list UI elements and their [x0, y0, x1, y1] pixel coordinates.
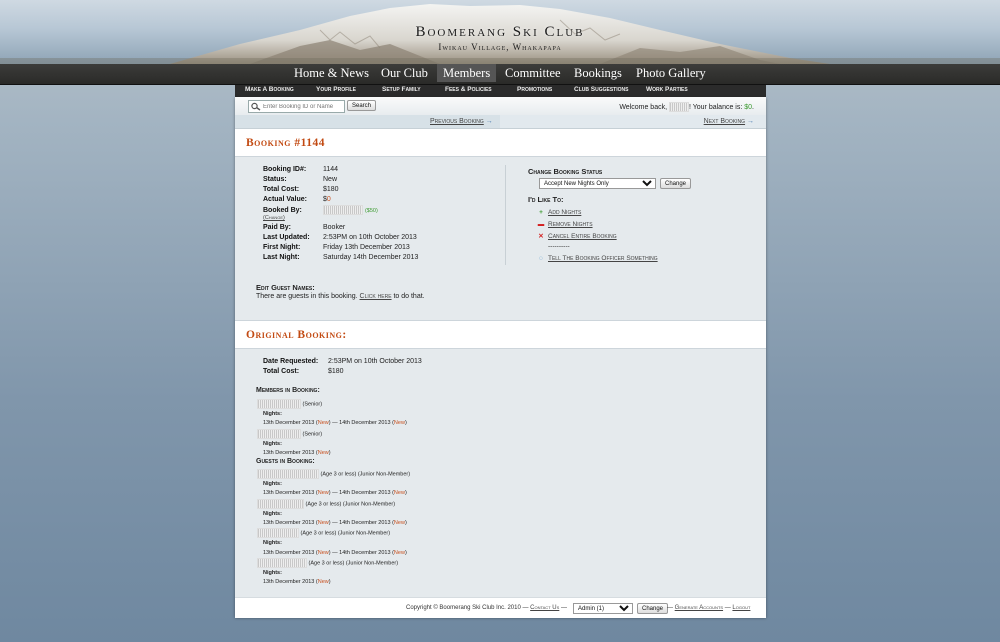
guest-row	[257, 528, 410, 539]
column-divider	[505, 165, 506, 265]
member-nights: 13th December 2013 (New) — 14th December 2013 (New)	[263, 420, 407, 427]
member-row	[257, 429, 407, 440]
subnav-setup-family[interactable]: Setup Family	[382, 86, 421, 93]
previous-booking-label: Previous Booking	[430, 118, 484, 125]
guest-row	[257, 558, 410, 569]
redacted-guest-name	[257, 469, 319, 479]
value-booking-id: 1144	[323, 166, 339, 173]
label-booking-id: Booking ID#:	[263, 166, 307, 173]
tell-officer-action[interactable]	[537, 255, 658, 262]
night-from-status: New	[317, 490, 329, 497]
generate-accounts-link[interactable]: Generate Accounts	[674, 605, 724, 611]
toolbar	[235, 97, 766, 115]
main-nav	[0, 64, 1000, 85]
actual-value-amount: 0	[326, 196, 331, 203]
label-total-cost: Total Cost:	[263, 186, 300, 193]
sub-nav	[235, 85, 766, 97]
redacted-username	[669, 102, 689, 112]
balance-end: .	[752, 103, 754, 111]
nights-label: Nights:	[263, 510, 282, 517]
subnav-club-suggestions[interactable]: Club Suggestions	[574, 86, 629, 93]
guest-type: (Age 3 or less) (Junior Non-Member)	[320, 471, 411, 478]
member-row	[257, 399, 407, 410]
arrow-right-icon: →	[485, 118, 493, 125]
nav-bookings[interactable]: Bookings	[574, 66, 622, 80]
footer-links	[667, 605, 750, 611]
subnav-promotions[interactable]: Promotions	[517, 86, 553, 93]
booking-header	[235, 129, 766, 157]
welcome-prefix: Welcome back,	[619, 103, 669, 111]
night-from-status: New	[317, 449, 329, 456]
value-last-night: Saturday 14th December 2013	[323, 254, 419, 261]
site-title: Boomerang Ski Club	[415, 24, 585, 40]
night-to-status: New	[393, 420, 405, 427]
guest-nights: 13th December 2013 (New)	[263, 579, 331, 586]
night-from: 13th December 2013	[263, 420, 315, 427]
arrow-right-icon: →	[747, 118, 754, 125]
nights-label: Nights:	[263, 410, 282, 417]
site-subtitle: Iwikau Village, Whakapapa	[438, 42, 562, 52]
actual-value-prefix: $	[323, 196, 327, 203]
actions-heading: I'd Like To:	[528, 195, 564, 204]
booking-pager	[235, 115, 766, 129]
action-separator: ----------	[548, 243, 570, 250]
guest-names-text	[256, 293, 425, 300]
value-status: New	[323, 176, 338, 183]
remove-nights-action[interactable]	[537, 221, 593, 228]
nav-home-news[interactable]: Home & News	[294, 66, 369, 80]
guest-text-after: to do that.	[391, 293, 425, 300]
night-from: 13th December 2013	[263, 519, 315, 526]
guest-row	[257, 469, 410, 480]
member-nights: 13th December 2013 (New)	[263, 449, 331, 456]
logout-link[interactable]: Logout	[732, 605, 751, 611]
edit-guest-names-heading: Edit Guest Names:	[256, 283, 315, 292]
guest-nights: 13th December 2013 (New) — 14th December 2013 (New)	[263, 549, 407, 556]
nights-label: Nights:	[263, 540, 282, 547]
footer-dash: —	[667, 605, 675, 611]
label-status: Status:	[263, 176, 287, 183]
redacted-guest-name	[257, 558, 307, 568]
value-original-total-cost: $180	[328, 368, 344, 375]
nav-committee[interactable]: Committee	[505, 66, 561, 80]
nights-label: Nights:	[263, 480, 282, 487]
night-separator: —	[330, 420, 340, 427]
guests-list	[257, 469, 410, 588]
search-button[interactable]: Search	[347, 100, 376, 111]
night-from: 13th December 2013	[263, 579, 315, 586]
member-type: (Senior)	[302, 431, 323, 438]
guest-type: (Age 3 or less) (Junior Non-Member)	[308, 560, 399, 567]
guest-click-here-link[interactable]: Click here	[359, 293, 392, 300]
balance-value: $0	[744, 103, 753, 111]
guest-row	[257, 499, 410, 510]
nights-label: Nights:	[263, 569, 282, 576]
subnav-make-booking[interactable]: Make A Booking	[245, 86, 294, 93]
label-date-requested: Date Requested:	[263, 358, 319, 365]
minus-icon: ▬	[537, 221, 545, 228]
label-first-night: First Night:	[263, 244, 301, 251]
speech-bubble-icon: ◌	[539, 255, 543, 262]
booking-status-select[interactable]	[539, 178, 656, 189]
value-date-requested: 2:53PM on 10th October 2013	[328, 358, 422, 365]
cross-icon: ✕	[538, 233, 544, 240]
nav-our-club[interactable]: Our Club	[381, 66, 428, 80]
next-booking-label: Next Booking	[703, 118, 746, 125]
redacted-guest-name	[257, 528, 299, 538]
night-from: 13th December 2013	[263, 490, 315, 497]
contact-us-link[interactable]: Contact Us	[530, 605, 560, 611]
night-from: 13th December 2013	[263, 449, 315, 456]
night-from-status: New	[317, 579, 329, 586]
night-separator: —	[330, 490, 340, 497]
night-to-status: New	[393, 549, 405, 556]
members-heading: Members in Booking:	[256, 387, 320, 394]
header-banner	[0, 0, 1000, 64]
value-last-updated: 2:53PM on 10th October 2013	[323, 234, 417, 241]
original-details	[263, 357, 422, 377]
night-from-status: New	[317, 519, 329, 526]
content-panel	[235, 97, 766, 617]
label-last-night: Last Night:	[263, 254, 300, 261]
change-status-heading: Change Booking Status	[528, 167, 603, 176]
subnav-your-profile[interactable]: Your Profile	[316, 86, 356, 93]
footer-dash: —	[723, 605, 733, 611]
search-input[interactable]	[263, 101, 341, 112]
change-booker-link[interactable]: (Change)	[263, 215, 285, 221]
add-nights-link[interactable]: Add Nights	[548, 209, 582, 216]
subnav-fees-policies[interactable]: Fees & Policies	[445, 86, 492, 93]
night-to: 14th December 2013	[339, 519, 391, 526]
value-first-night: Friday 13th December 2013	[323, 244, 410, 251]
welcome-suffix: ! Your balance is:	[688, 103, 745, 111]
redacted-booker-name	[323, 205, 363, 215]
members-list	[257, 399, 407, 458]
redacted-member-name	[257, 399, 301, 409]
guest-nights: 13th December 2013 (New) — 14th December 2013 (New)	[263, 490, 407, 497]
search-box	[248, 100, 345, 113]
redacted-guest-name	[257, 499, 304, 509]
footer-dash: —	[559, 605, 567, 611]
night-separator: —	[330, 519, 340, 526]
value-paid-by: Booker	[323, 224, 346, 231]
cancel-booking-link[interactable]: Cancel Entire Booking	[548, 233, 617, 240]
night-to-status: New	[393, 490, 405, 497]
add-nights-action[interactable]	[537, 209, 581, 216]
booker-balance: ($50)	[364, 207, 378, 214]
value-actual-value	[323, 195, 331, 205]
nav-photo-gallery[interactable]: Photo Gallery	[636, 66, 706, 80]
remove-nights-link[interactable]: Remove Nights	[548, 221, 593, 228]
booking-details	[263, 165, 418, 263]
guest-type: (Age 3 or less) (Junior Non-Member)	[300, 530, 391, 537]
admin-user-select[interactable]	[573, 603, 633, 614]
plus-icon: +	[539, 209, 543, 216]
night-from: 13th December 2013	[263, 549, 315, 556]
night-to: 14th December 2013	[339, 420, 391, 427]
next-booking-link[interactable]	[704, 118, 754, 125]
night-to: 14th December 2013	[339, 490, 391, 497]
guest-type: (Age 3 or less) (Junior Non-Member)	[305, 501, 396, 508]
footer	[235, 597, 766, 618]
night-to-status: New	[393, 519, 405, 526]
change-status-button[interactable]: Change	[660, 178, 691, 189]
guests-heading: Guests in Booking:	[256, 458, 315, 465]
previous-booking-link[interactable]	[430, 118, 493, 125]
night-from-status: New	[317, 420, 329, 427]
nights-label: Nights:	[263, 440, 282, 447]
guest-text-before: There are guests in this booking.	[256, 293, 360, 300]
value-total-cost: $180	[323, 186, 339, 193]
guest-nights: 13th December 2013 (New) — 14th December 2013 (New)	[263, 519, 407, 526]
tell-officer-link[interactable]: Tell The Booking Officer Something	[548, 255, 658, 262]
booking-title: Booking #1144	[246, 137, 325, 149]
redacted-member-name	[257, 429, 301, 439]
label-last-updated: Last Updated:	[263, 234, 310, 241]
search-icon	[251, 102, 261, 111]
subnav-work-parties[interactable]: Work Parties	[646, 86, 688, 93]
night-from-status: New	[317, 549, 329, 556]
label-original-total-cost: Total Cost:	[263, 368, 300, 375]
night-to: 14th December 2013	[339, 549, 391, 556]
member-type: (Senior)	[302, 401, 323, 408]
nav-members[interactable]: Members	[437, 64, 496, 82]
welcome-message	[619, 102, 754, 112]
original-booking-title: Original Booking:	[246, 329, 347, 341]
night-separator: —	[330, 549, 340, 556]
label-paid-by: Paid By:	[263, 224, 292, 231]
cancel-booking-action[interactable]	[537, 232, 617, 240]
footer-change-button[interactable]: Change	[637, 603, 668, 614]
copyright-text: Copyright © Boomerang Ski Club Inc. 2010 —	[406, 605, 531, 611]
label-booked-by: Booked By:	[263, 206, 302, 214]
original-booking-header	[235, 320, 766, 349]
footer-copyright	[406, 605, 567, 611]
label-actual-value: Actual Value:	[263, 196, 307, 203]
